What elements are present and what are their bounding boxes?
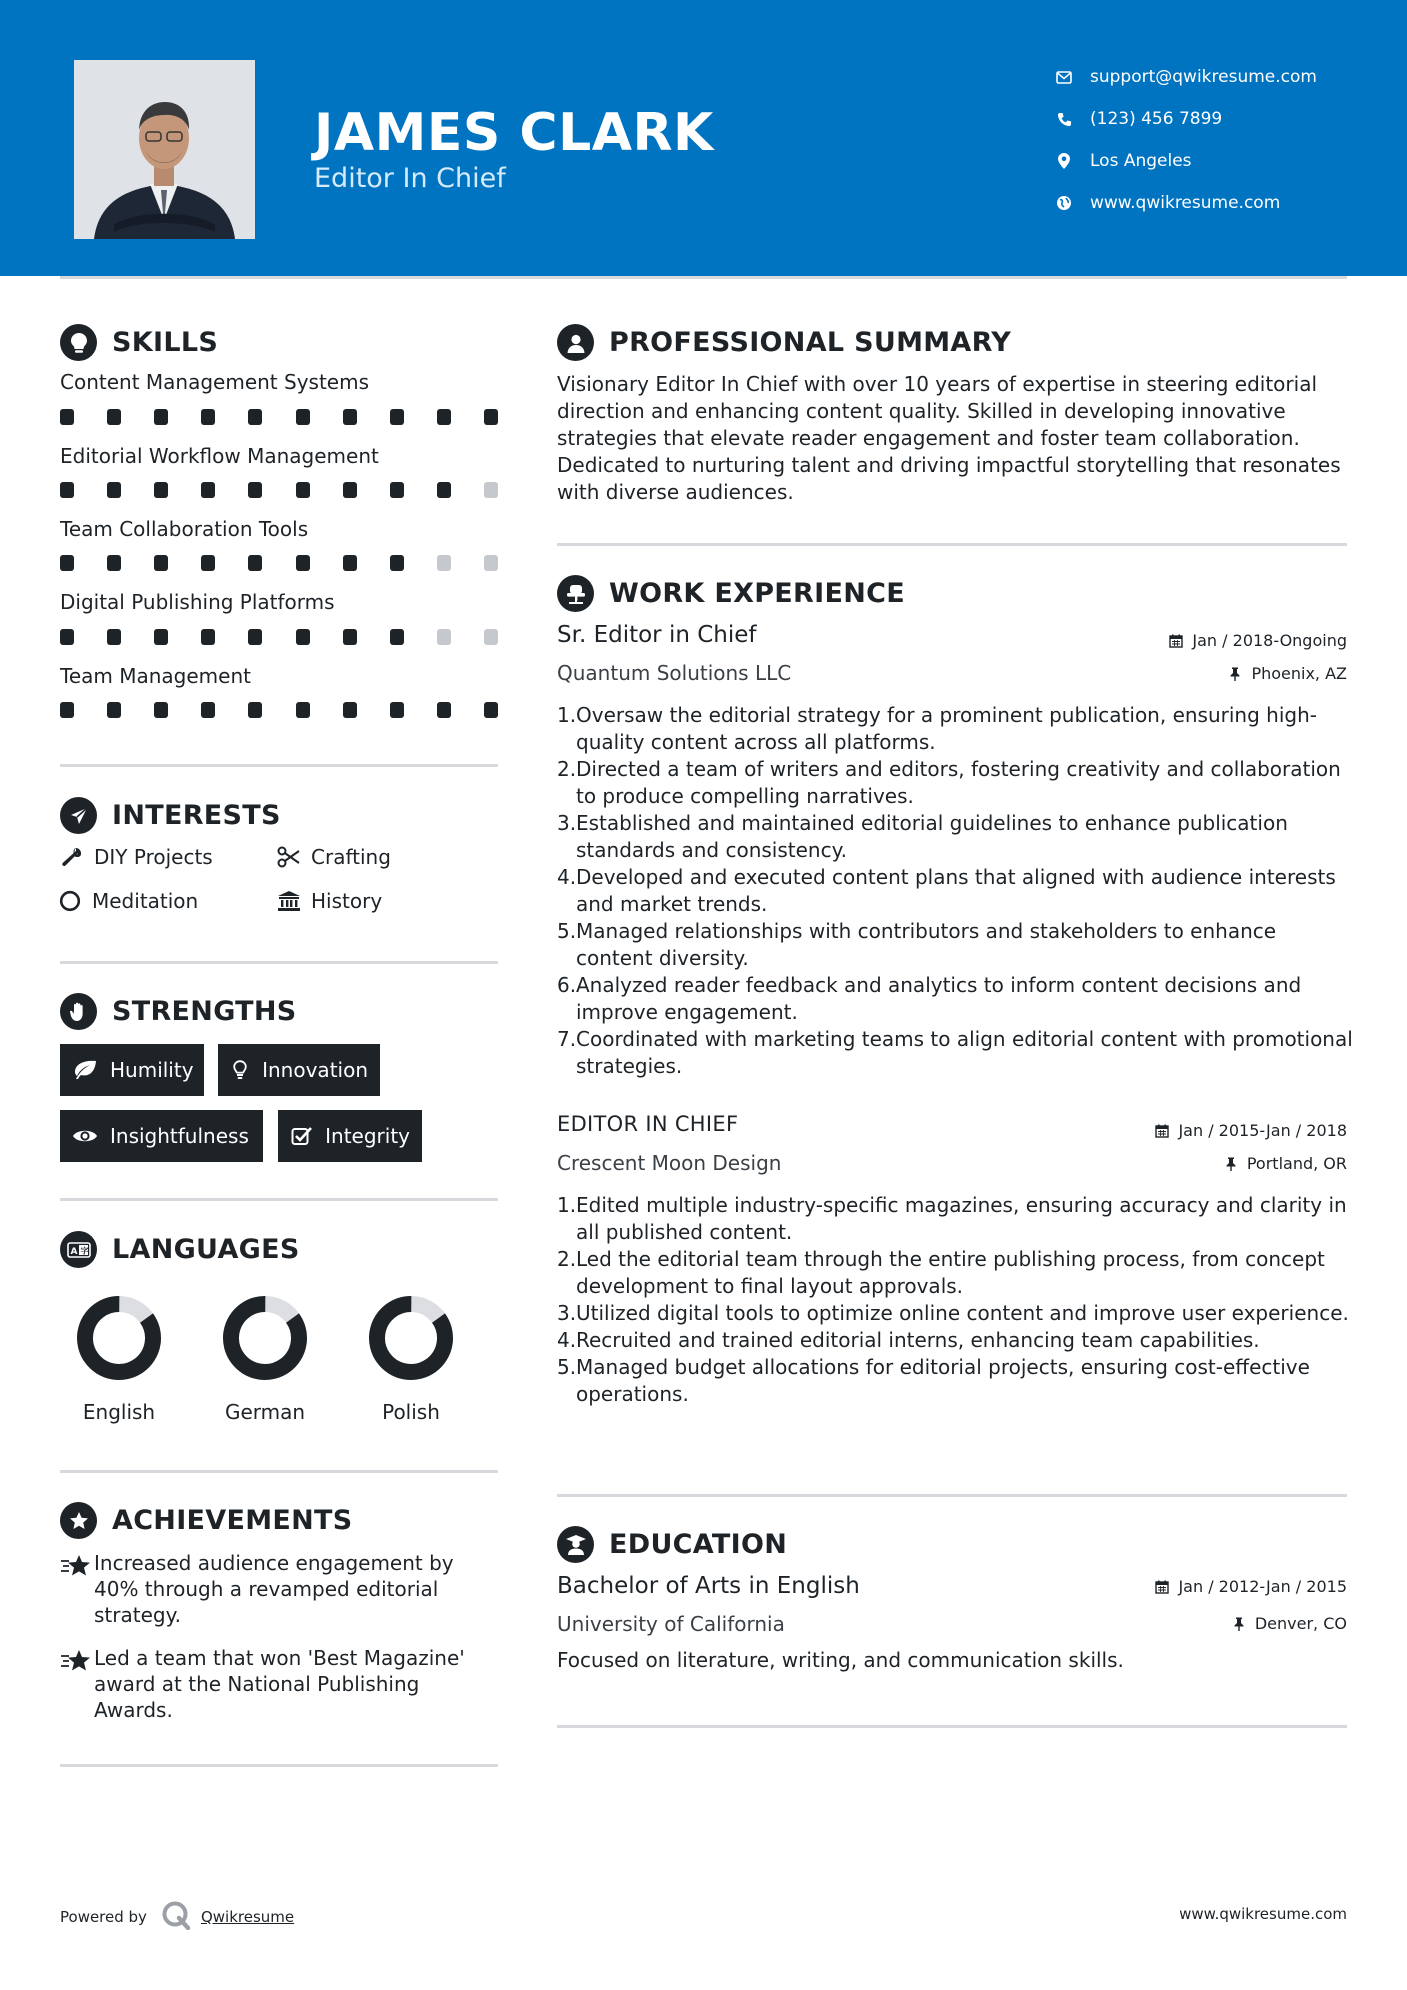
bullet-item [557, 864, 1357, 918]
language-level-donut [367, 1294, 455, 1382]
bullet-text: Managed budget allocations for editorial projects, ensuring cost-effective operations. [576, 1355, 1310, 1406]
bullet-text: Established and maintained editorial guidelines to enhance publication standards and consistency. [576, 811, 1288, 862]
rating-dot-filled [296, 482, 310, 498]
bank-icon [277, 889, 301, 913]
interest-item [277, 845, 391, 869]
rating-dot-filled [154, 482, 168, 498]
language-name: Polish [382, 1400, 440, 1424]
skill-name: Content Management Systems [60, 370, 370, 394]
bullet-text: Managed relationships with contributors and stakeholders to enhance content diversity. [576, 919, 1277, 970]
interest-label: Crafting [311, 845, 391, 869]
bullet-number: 4. [557, 1328, 577, 1352]
section-divider [60, 1198, 498, 1201]
bullet-text: Analyzed reader feedback and analytics to inform content decisions and improve engagement. [576, 973, 1302, 1024]
bullet-item [557, 918, 1357, 972]
skill-rating-3 [60, 629, 498, 645]
language-item [205, 1294, 325, 1424]
summary-text: Visionary Editor In Chief with over 10 years of expertise in steering editorial direction and enhancing content quality. Skilled in developing innovative strategies that elevate reader engagement and foster team collaboration. Dedicated to nurturing talent and driving impactful storytelling that resonates with diverse audiences. [557, 372, 1341, 504]
bullet-text: Led the editorial team through the entire publishing process, from concept development to final layout approvals. [576, 1247, 1325, 1298]
office-chair-icon [557, 575, 594, 612]
achievement-text: Led a team that won 'Best Magazine' award at the National Publishing Awards. [94, 1646, 465, 1722]
rating-dot-filled [248, 629, 262, 645]
language-level-donut [221, 1294, 309, 1382]
bullet-number: 1. [557, 703, 577, 727]
footer-powered-by [60, 1900, 294, 1934]
job-title: EDITOR IN CHIEF [557, 1112, 739, 1136]
contact-phone[interactable] [1054, 98, 1317, 140]
email-text[interactable]: support@qwikresume.com [1090, 67, 1317, 87]
bullet-text: Recruited and trained editorial interns, enhancing team capabilities. [576, 1328, 1260, 1352]
bullet-number: 3. [557, 1301, 577, 1325]
location-text: Los Angeles [1090, 151, 1192, 171]
strength-label: Humility [110, 1058, 194, 1082]
qwikresume-logo-icon [161, 1900, 191, 1934]
rating-dot-filled [248, 409, 262, 425]
bullet-item [557, 1327, 1357, 1354]
rating-dot-filled [154, 409, 168, 425]
bullet-text: Utilized digital tools to optimize online content and improve user experience. [576, 1301, 1349, 1325]
rating-dot-filled [107, 409, 121, 425]
map-pin-icon [1054, 151, 1074, 171]
school-name: University of California [557, 1612, 785, 1636]
rating-dot-empty [484, 482, 498, 498]
interest-label: Meditation [92, 889, 199, 913]
degree-title: Bachelor of Arts in English [557, 1573, 860, 1599]
language-level-donut [75, 1294, 163, 1382]
bullet-text: Edited multiple industry-specific magazines, ensuring accuracy and clarity in all published content. [576, 1193, 1347, 1244]
skill-name: Digital Publishing Platforms [60, 590, 335, 614]
bullet-item [557, 972, 1357, 1026]
rating-dot-filled [390, 482, 404, 498]
contact-list [1054, 56, 1317, 224]
interest-label: History [311, 889, 383, 913]
section-divider [60, 764, 498, 767]
rating-dot-empty [484, 629, 498, 645]
skill-name: Team Collaboration Tools [60, 517, 309, 541]
circle-icon [58, 889, 82, 913]
rating-dot-filled [390, 629, 404, 645]
achievements-title: ACHIEVEMENTS [112, 1505, 353, 1536]
job-location [1227, 664, 1347, 683]
bullet-number: 3. [557, 811, 577, 835]
bullet-item [557, 1300, 1357, 1327]
education-dates-text: Jan / 2012-Jan / 2015 [1178, 1577, 1347, 1596]
job-location-text: Portland, OR [1246, 1154, 1347, 1173]
rating-dot-filled [390, 409, 404, 425]
pushpin-icon [1223, 1156, 1239, 1172]
user-icon [557, 324, 594, 361]
education-location [1231, 1614, 1347, 1633]
language-icon [60, 1231, 97, 1268]
strength-tag [218, 1044, 380, 1096]
bullet-item [557, 810, 1357, 864]
star-badge-icon [60, 1502, 97, 1539]
bullet-number: 5. [557, 1355, 577, 1379]
section-divider [557, 1494, 1347, 1497]
bullet-item [557, 1246, 1357, 1300]
rating-dot-filled [296, 702, 310, 718]
rating-dot-filled [248, 482, 262, 498]
language-item [351, 1294, 471, 1424]
rating-dot-filled [201, 409, 215, 425]
language-name: English [82, 1400, 156, 1424]
education-title: EDUCATION [609, 1529, 788, 1560]
check-square-icon [290, 1125, 313, 1147]
education-dates [1154, 1577, 1347, 1596]
education-description: Focused on literature, writing, and communication skills. [557, 1648, 1124, 1672]
profile-photo [74, 60, 255, 239]
skill-name: Editorial Workflow Management [60, 444, 379, 468]
job-title: Sr. Editor in Chief [557, 622, 757, 648]
interests-title: INTERESTS [112, 800, 281, 831]
rating-dot-filled [248, 702, 262, 718]
interest-label: DIY Projects [94, 845, 213, 869]
section-divider [60, 1764, 498, 1767]
skill-name: Team Management [60, 664, 251, 688]
experience-heading [557, 575, 905, 612]
rating-dot-filled [60, 702, 74, 718]
job-dates-text: Jan / 2015-Jan / 2018 [1178, 1121, 1347, 1140]
strength-label: Innovation [262, 1058, 368, 1082]
bullet-item [557, 756, 1357, 810]
job-location-text: Phoenix, AZ [1251, 664, 1347, 683]
section-divider [557, 543, 1347, 546]
job-location [1223, 1154, 1347, 1173]
lightbulb-icon [60, 324, 97, 361]
achievements-heading [60, 1502, 353, 1539]
bullet-item [557, 1192, 1357, 1246]
summary-heading [557, 324, 1011, 361]
rating-dot-filled [201, 629, 215, 645]
education-location-text: Denver, CO [1254, 1614, 1347, 1633]
rating-dot-filled [107, 482, 121, 498]
rating-dot-filled [343, 555, 357, 571]
eye-icon [72, 1125, 98, 1147]
achievement-text: Increased audience engagement by 40% through a revamped editorial strategy. [94, 1551, 454, 1627]
calendar-icon [1154, 1579, 1170, 1595]
interests-heading [60, 797, 281, 834]
star-icon [60, 1554, 94, 1628]
rating-dot-empty [484, 555, 498, 571]
contact-location [1054, 140, 1317, 182]
globe-icon [1054, 193, 1074, 213]
qwikresume-link[interactable]: Qwikresume [200, 1908, 295, 1926]
contact-email[interactable] [1054, 56, 1317, 98]
footer-website-link[interactable]: www.qwikresume.com [1179, 1905, 1347, 1923]
calendar-icon [1154, 1123, 1170, 1139]
skill-rating-0 [60, 409, 498, 425]
rating-dot-filled [201, 555, 215, 571]
rating-dot-filled [60, 482, 74, 498]
calendar-icon [1168, 633, 1184, 649]
contact-website[interactable] [1054, 182, 1317, 224]
envelope-icon [1054, 67, 1074, 87]
job-bullets [557, 702, 1357, 1080]
strength-tag [278, 1110, 422, 1162]
rating-dot-filled [154, 702, 168, 718]
rating-dot-filled [107, 629, 121, 645]
interest-item [277, 889, 382, 913]
bullet-item [557, 1026, 1357, 1080]
pushpin-icon [1231, 1616, 1247, 1632]
skills-heading [60, 324, 218, 361]
rating-dot-filled [296, 629, 310, 645]
company-name: Crescent Moon Design [557, 1151, 782, 1175]
rating-dot-empty [437, 629, 451, 645]
bullet-number: 2. [557, 757, 577, 781]
language-name: German [224, 1400, 306, 1424]
rating-dot-filled [201, 702, 215, 718]
hand-icon [60, 993, 97, 1030]
phone-text[interactable]: (123) 456 7899 [1090, 109, 1223, 129]
rating-dot-filled [343, 629, 357, 645]
scissors-icon [277, 845, 301, 869]
section-divider [60, 961, 498, 964]
education-heading [557, 1526, 787, 1563]
bullet-item [557, 1354, 1357, 1408]
rating-dot-empty [437, 555, 451, 571]
bullet-number: 1. [557, 1193, 577, 1217]
skill-rating-4 [60, 702, 498, 718]
rating-dot-filled [390, 702, 404, 718]
rating-dot-filled [437, 409, 451, 425]
strength-tag [60, 1110, 263, 1162]
achievement-item [60, 1645, 500, 1723]
strength-tag [60, 1044, 204, 1096]
header-divider [60, 276, 1347, 279]
rating-dot-filled [60, 555, 74, 571]
bullet-number: 4. [557, 865, 577, 889]
language-item [59, 1294, 179, 1424]
rating-dot-filled [296, 409, 310, 425]
strengths-title: STRENGTHS [112, 996, 297, 1027]
section-divider [557, 1725, 1347, 1728]
bullet-text: Directed a team of writers and editors, fostering creativity and collaboration to produce compelling narratives. [576, 757, 1341, 808]
graduate-icon [557, 1526, 594, 1563]
languages-title: LANGUAGES [112, 1234, 300, 1265]
job-bullets [557, 1192, 1357, 1408]
leaf-icon [72, 1059, 98, 1081]
rating-dot-filled [60, 409, 74, 425]
interest-item [58, 889, 198, 913]
strength-label: Integrity [325, 1124, 410, 1148]
paper-plane-icon [60, 797, 97, 834]
job-dates-text: Jan / 2018-Ongoing [1192, 631, 1347, 650]
job-dates [1154, 1121, 1347, 1140]
svg-text:字: 字 [80, 1246, 88, 1255]
bullet-text: Oversaw the editorial strategy for a prominent publication, ensuring high-quality content across all platforms. [576, 703, 1317, 754]
achievement-item [60, 1550, 500, 1628]
pushpin-icon [1227, 666, 1243, 682]
powered-by-text: Powered by [60, 1908, 147, 1926]
bullet-number: 5. [557, 919, 577, 943]
candidate-title: Editor In Chief [314, 163, 506, 194]
section-divider [60, 1470, 498, 1473]
job-dates [1168, 631, 1347, 650]
bullet-number: 7. [557, 1027, 577, 1051]
skill-rating-2 [60, 555, 498, 571]
experience-title: WORK EXPERIENCE [609, 578, 905, 609]
strength-label: Insightfulness [110, 1124, 249, 1148]
rating-dot-filled [296, 555, 310, 571]
rating-dot-filled [437, 702, 451, 718]
rating-dot-filled [154, 629, 168, 645]
summary-title: PROFESSIONAL SUMMARY [609, 327, 1012, 358]
bullet-text: Coordinated with marketing teams to align editorial content with promotional strategies. [576, 1027, 1353, 1078]
bullet-item [557, 702, 1357, 756]
bullet-number: 6. [557, 973, 577, 997]
header-banner [0, 0, 1407, 276]
website-text[interactable]: www.qwikresume.com [1090, 193, 1281, 213]
rating-dot-filled [484, 409, 498, 425]
rating-dot-filled [107, 555, 121, 571]
bullet-number: 2. [557, 1247, 577, 1271]
wrench-icon [60, 845, 84, 869]
rating-dot-filled [343, 409, 357, 425]
star-icon [60, 1649, 94, 1723]
rating-dot-filled [437, 482, 451, 498]
lightbulb-icon [230, 1059, 250, 1081]
rating-dot-filled [248, 555, 262, 571]
skills-title: SKILLS [112, 327, 219, 358]
rating-dot-filled [390, 555, 404, 571]
interest-item [60, 845, 213, 869]
rating-dot-filled [107, 702, 121, 718]
skill-rating-1 [60, 482, 498, 498]
rating-dot-filled [154, 555, 168, 571]
bullet-text: Developed and executed content plans that aligned with audience interests and market trends. [576, 865, 1336, 916]
rating-dot-filled [201, 482, 215, 498]
rating-dot-filled [484, 702, 498, 718]
svg-text:A: A [70, 1246, 77, 1257]
rating-dot-filled [343, 702, 357, 718]
rating-dot-filled [60, 629, 74, 645]
strengths-heading [60, 993, 297, 1030]
phone-icon [1054, 109, 1074, 129]
company-name: Quantum Solutions LLC [557, 661, 792, 685]
languages-heading [60, 1231, 300, 1268]
rating-dot-filled [343, 482, 357, 498]
candidate-name: JAMES CLARK [314, 103, 714, 163]
